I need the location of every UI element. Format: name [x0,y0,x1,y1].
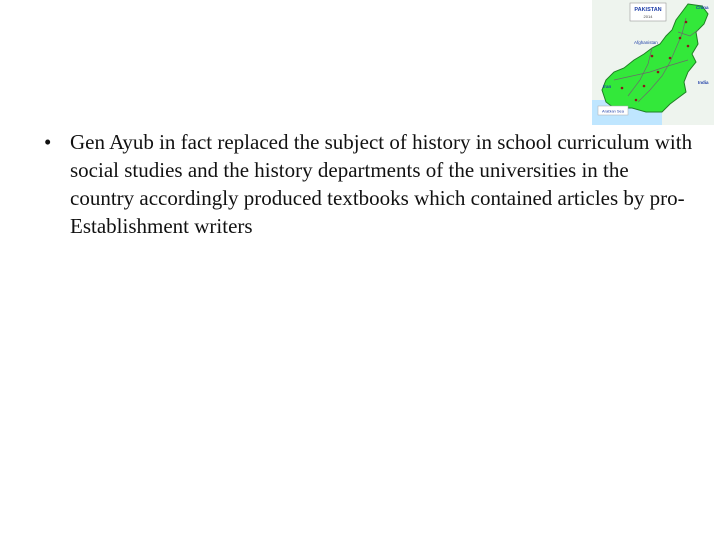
afghanistan-label: Afghanistan [634,40,658,45]
china-label: China [696,5,709,10]
iran-label: Iran [603,84,612,89]
bullet-list [44,128,694,240]
bullet-symbol: • [44,130,52,154]
bullet-text: Gen Ayub in fact replaced the subject of history in school curriculum with social studies and the history departments of the universities in the country accordingly produced textbooks which contained articles by pro-Establishment writers [70,130,693,238]
arabian-sea-label: Arabian Sea [601,108,625,114]
india-label: India [698,80,709,85]
map-subtitle: 2014 [643,14,653,19]
map-title: PAKISTAN [634,7,662,13]
bullet-item [44,128,694,240]
slide-body [44,128,694,240]
pakistan-map [592,0,714,125]
